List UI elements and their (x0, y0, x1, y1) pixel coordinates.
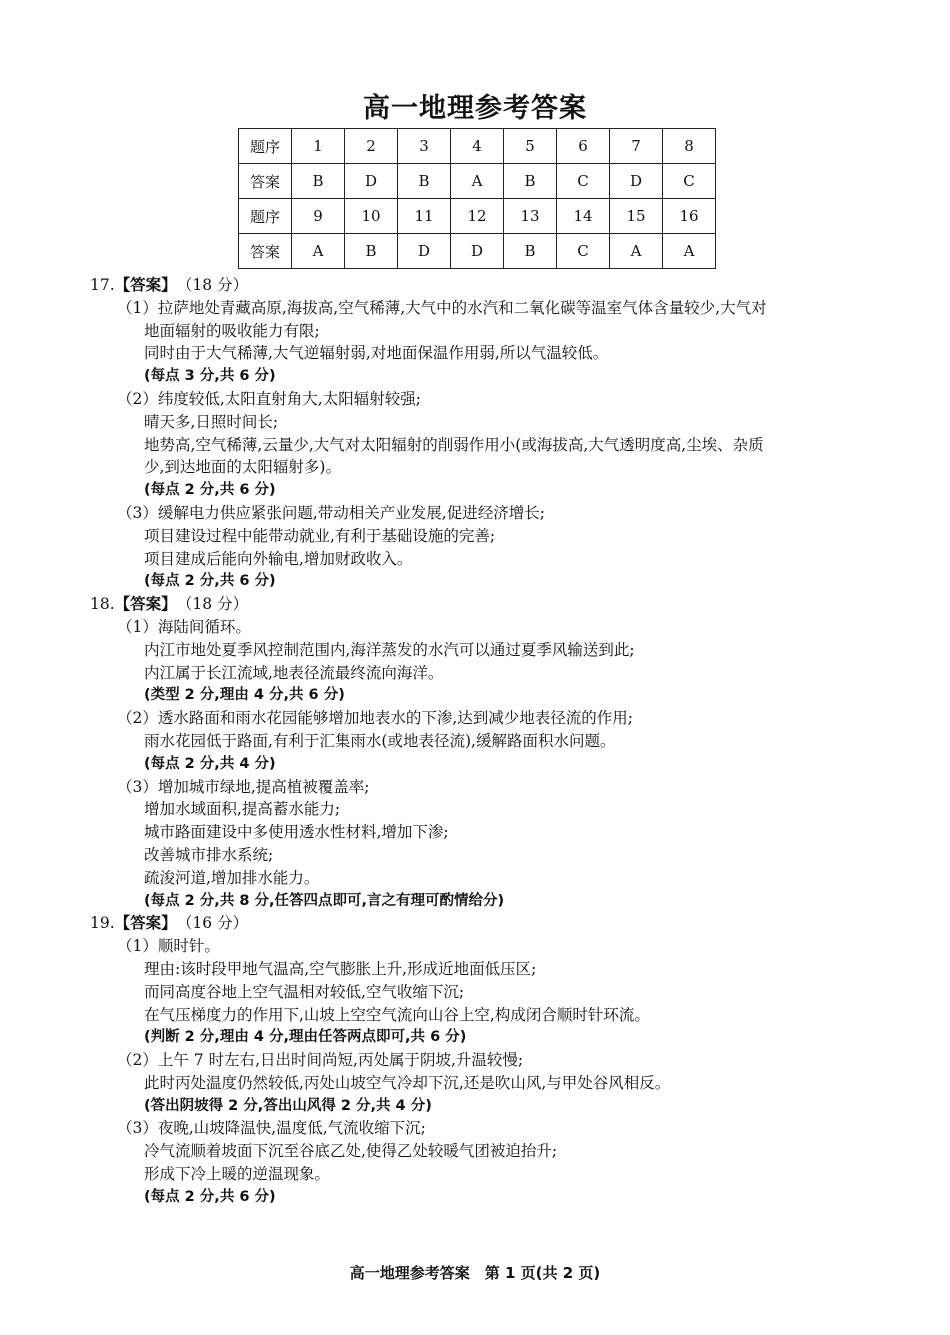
scoring-note: (每点 3 分,共 6 分) (144, 368, 276, 385)
row-header: 题序 (239, 199, 292, 234)
question-number: 17. (90, 276, 115, 294)
answer-tag: 【答案】 (114, 913, 177, 933)
question-number: 19. (90, 914, 115, 933)
table-cell: C (557, 164, 610, 199)
table-cell: 8 (663, 129, 716, 164)
table-cell: A (663, 234, 716, 269)
answer-line: 晴天多,日照时间长; (144, 412, 279, 431)
question-18-heading (90, 593, 880, 616)
table-cell: B (504, 164, 557, 199)
scoring-note: (每点 2 分,共 6 分) (144, 1188, 276, 1205)
scoring-note: (每点 2 分,共 8 分,任答四点即可,言之有理可酌情给分) (144, 892, 505, 909)
answer-line: 增加水域面积,提高蓄水能力; (144, 800, 341, 819)
answer-line: 理由:该时段甲地气温高,空气膨胀上升,形成近地面低压区; (144, 959, 537, 978)
answer-line: 透水路面和雨水花园能够增加地表水的下渗,达到减少地表径流的作用; (157, 709, 634, 728)
scoring-note: (每点 2 分,共 6 分) (144, 482, 276, 499)
table-cell: 9 (292, 199, 345, 234)
answer-table (238, 128, 716, 269)
answer-line: 内江属于长江流域,地表径流最终流向海洋。 (144, 663, 444, 682)
question-score: （16 分） (184, 914, 249, 933)
table-cell: 1 (292, 129, 345, 164)
scoring-note: (类型 2 分,理由 4 分,共 6 分) (144, 687, 345, 704)
q18-part3 (90, 776, 880, 799)
answer-line: 内江市地处夏季风控制范围内,海洋蒸发的水汽可以通过夏季风输送到此; (144, 640, 635, 659)
table-cell: 3 (398, 129, 451, 164)
scoring-note: (每点 2 分,共 6 分) (144, 573, 276, 590)
answer-line: 上午 7 时左右,日出时间尚短,丙处属于阴坡,升温较慢; (157, 1051, 524, 1070)
table-cell: B (398, 164, 451, 199)
answer-tag: 【答案】 (114, 275, 177, 294)
part-label: （3） (117, 1119, 158, 1138)
table-cell: 2 (345, 129, 398, 164)
answer-line: 而同高度谷地上空气温相对较低,空气收缩下沉; (144, 982, 465, 1001)
answer-line: 少,到达地面的太阳辐射多)。 (144, 458, 341, 477)
part-label: （2） (117, 709, 158, 728)
table-cell: D (345, 164, 398, 199)
table-cell: 5 (504, 129, 557, 164)
answer-line: 同时由于大气稀薄,大气逆辐射弱,对地面保温作用弱,所以气温较低。 (144, 344, 609, 363)
answer-line: 地势高,空气稀薄,云量少,大气对太阳辐射的削弱作用小(或海拔高,大气透明度高,尘埃、杂质 (144, 435, 764, 454)
answer-line: 地面辐射的吸收能力有限; (144, 321, 320, 340)
row-header: 答案 (239, 164, 292, 199)
answer-line: 项目建设过程中能带动就业,有利于基础设施的完善; (144, 526, 496, 545)
table-cell: B (504, 234, 557, 269)
part-label: （1） (117, 617, 158, 636)
answer-line: 纬度较低,太阳直射角大,太阳辐射较强; (157, 389, 421, 408)
answer-line: 形成下冷上暖的逆温现象。 (144, 1165, 331, 1184)
part-label: （1） (117, 937, 158, 956)
table-cell: C (663, 164, 716, 199)
q18-part1 (90, 616, 880, 639)
table-cell: D (610, 164, 663, 199)
table-row (239, 164, 716, 199)
answer-line: 在气压梯度力的作用下,山坡上空空气流向山谷上空,构成闭合顺时针环流。 (144, 1005, 650, 1024)
table-cell: B (292, 164, 345, 199)
answer-line: 夜晚,山坡降温快,温度低,气流收缩下沉; (157, 1119, 426, 1138)
table-cell: B (345, 234, 398, 269)
answer-line: 雨水花园低于路面,有利于汇集雨水(或地表径流),缓解路面积水问题。 (144, 731, 616, 750)
table-cell: 14 (557, 199, 610, 234)
q17-part2 (90, 388, 880, 411)
table-cell: 12 (451, 199, 504, 234)
table-cell: 10 (345, 199, 398, 234)
table-cell: 11 (398, 199, 451, 234)
q17-part1 (90, 297, 880, 320)
row-header: 答案 (239, 234, 292, 269)
table-row (239, 234, 716, 269)
page-title: 高一地理参考答案 (363, 93, 587, 124)
part-label: （2） (117, 1051, 158, 1070)
answer-line: 海陆间循环。 (157, 617, 251, 636)
scoring-note: (每点 2 分,共 4 分) (144, 755, 276, 772)
table-cell: 6 (557, 129, 610, 164)
scoring-note: (判断 2 分,理由 4 分,理由任答两点即可,共 6 分) (144, 1029, 467, 1046)
answer-line: 此时丙处温度仍然较低,丙处山坡空气冷却下沉,还是吹山风,与甲处谷风相反。 (144, 1073, 671, 1092)
table-cell: D (398, 234, 451, 269)
answer-tag: 【答案】 (114, 594, 177, 614)
answer-line: 城市路面建设中多使用透水性材料,增加下渗; (144, 823, 449, 842)
q19-part2 (90, 1049, 880, 1072)
part-label: （2） (117, 389, 158, 408)
question-number: 18. (90, 595, 115, 614)
table-cell: 4 (451, 129, 504, 164)
answer-line: 顺时针。 (157, 937, 220, 956)
table-cell: 16 (663, 199, 716, 234)
answer-body (90, 274, 880, 1209)
table-cell: A (292, 234, 345, 269)
table-row (239, 129, 716, 164)
table-cell: 13 (504, 199, 557, 234)
answer-line: 改善城市排水系统; (144, 845, 274, 864)
part-label: （3） (117, 503, 158, 522)
answer-line: 增加城市绿地,提高植被覆盖率; (157, 777, 370, 796)
scoring-note: (答出阴坡得 2 分,答出山风得 2 分,共 4 分) (144, 1097, 432, 1114)
answer-line: 项目建成后能向外输电,增加财政收入。 (144, 549, 413, 568)
part-label: （3） (117, 777, 158, 796)
table-cell: A (610, 234, 663, 269)
q19-part1 (90, 935, 880, 958)
question-19-heading (90, 912, 880, 935)
table-cell: D (451, 234, 504, 269)
question-score: （18 分） (184, 276, 249, 294)
table-cell: 15 (610, 199, 663, 234)
answer-line: 疏浚河道,增加排水能力。 (144, 868, 320, 887)
question-score: （18 分） (184, 595, 249, 614)
table-cell: A (451, 164, 504, 199)
table-cell: C (557, 234, 610, 269)
answer-line: 缓解电力供应紧张问题,带动相关产业发展,促进经济增长; (157, 503, 545, 522)
table-cell: 7 (610, 129, 663, 164)
answer-line: 冷气流顺着坡面下沉至谷底乙处,使得乙处较暖气团被迫抬升; (144, 1142, 558, 1161)
page-footer: 高一地理参考答案 第 1 页(共 2 页) (349, 1264, 601, 1282)
table-row (239, 199, 716, 234)
q18-part2 (90, 707, 880, 730)
q17-part3 (90, 502, 880, 525)
part-label: （1） (117, 298, 158, 317)
q19-part3 (90, 1117, 880, 1140)
answer-line: 拉萨地处青藏高原,海拔高,空气稀薄,大气中的水汽和二氧化碳等温室气体含量较少,大气对 (157, 298, 767, 317)
row-header: 题序 (239, 129, 292, 164)
question-17-heading (90, 274, 880, 297)
